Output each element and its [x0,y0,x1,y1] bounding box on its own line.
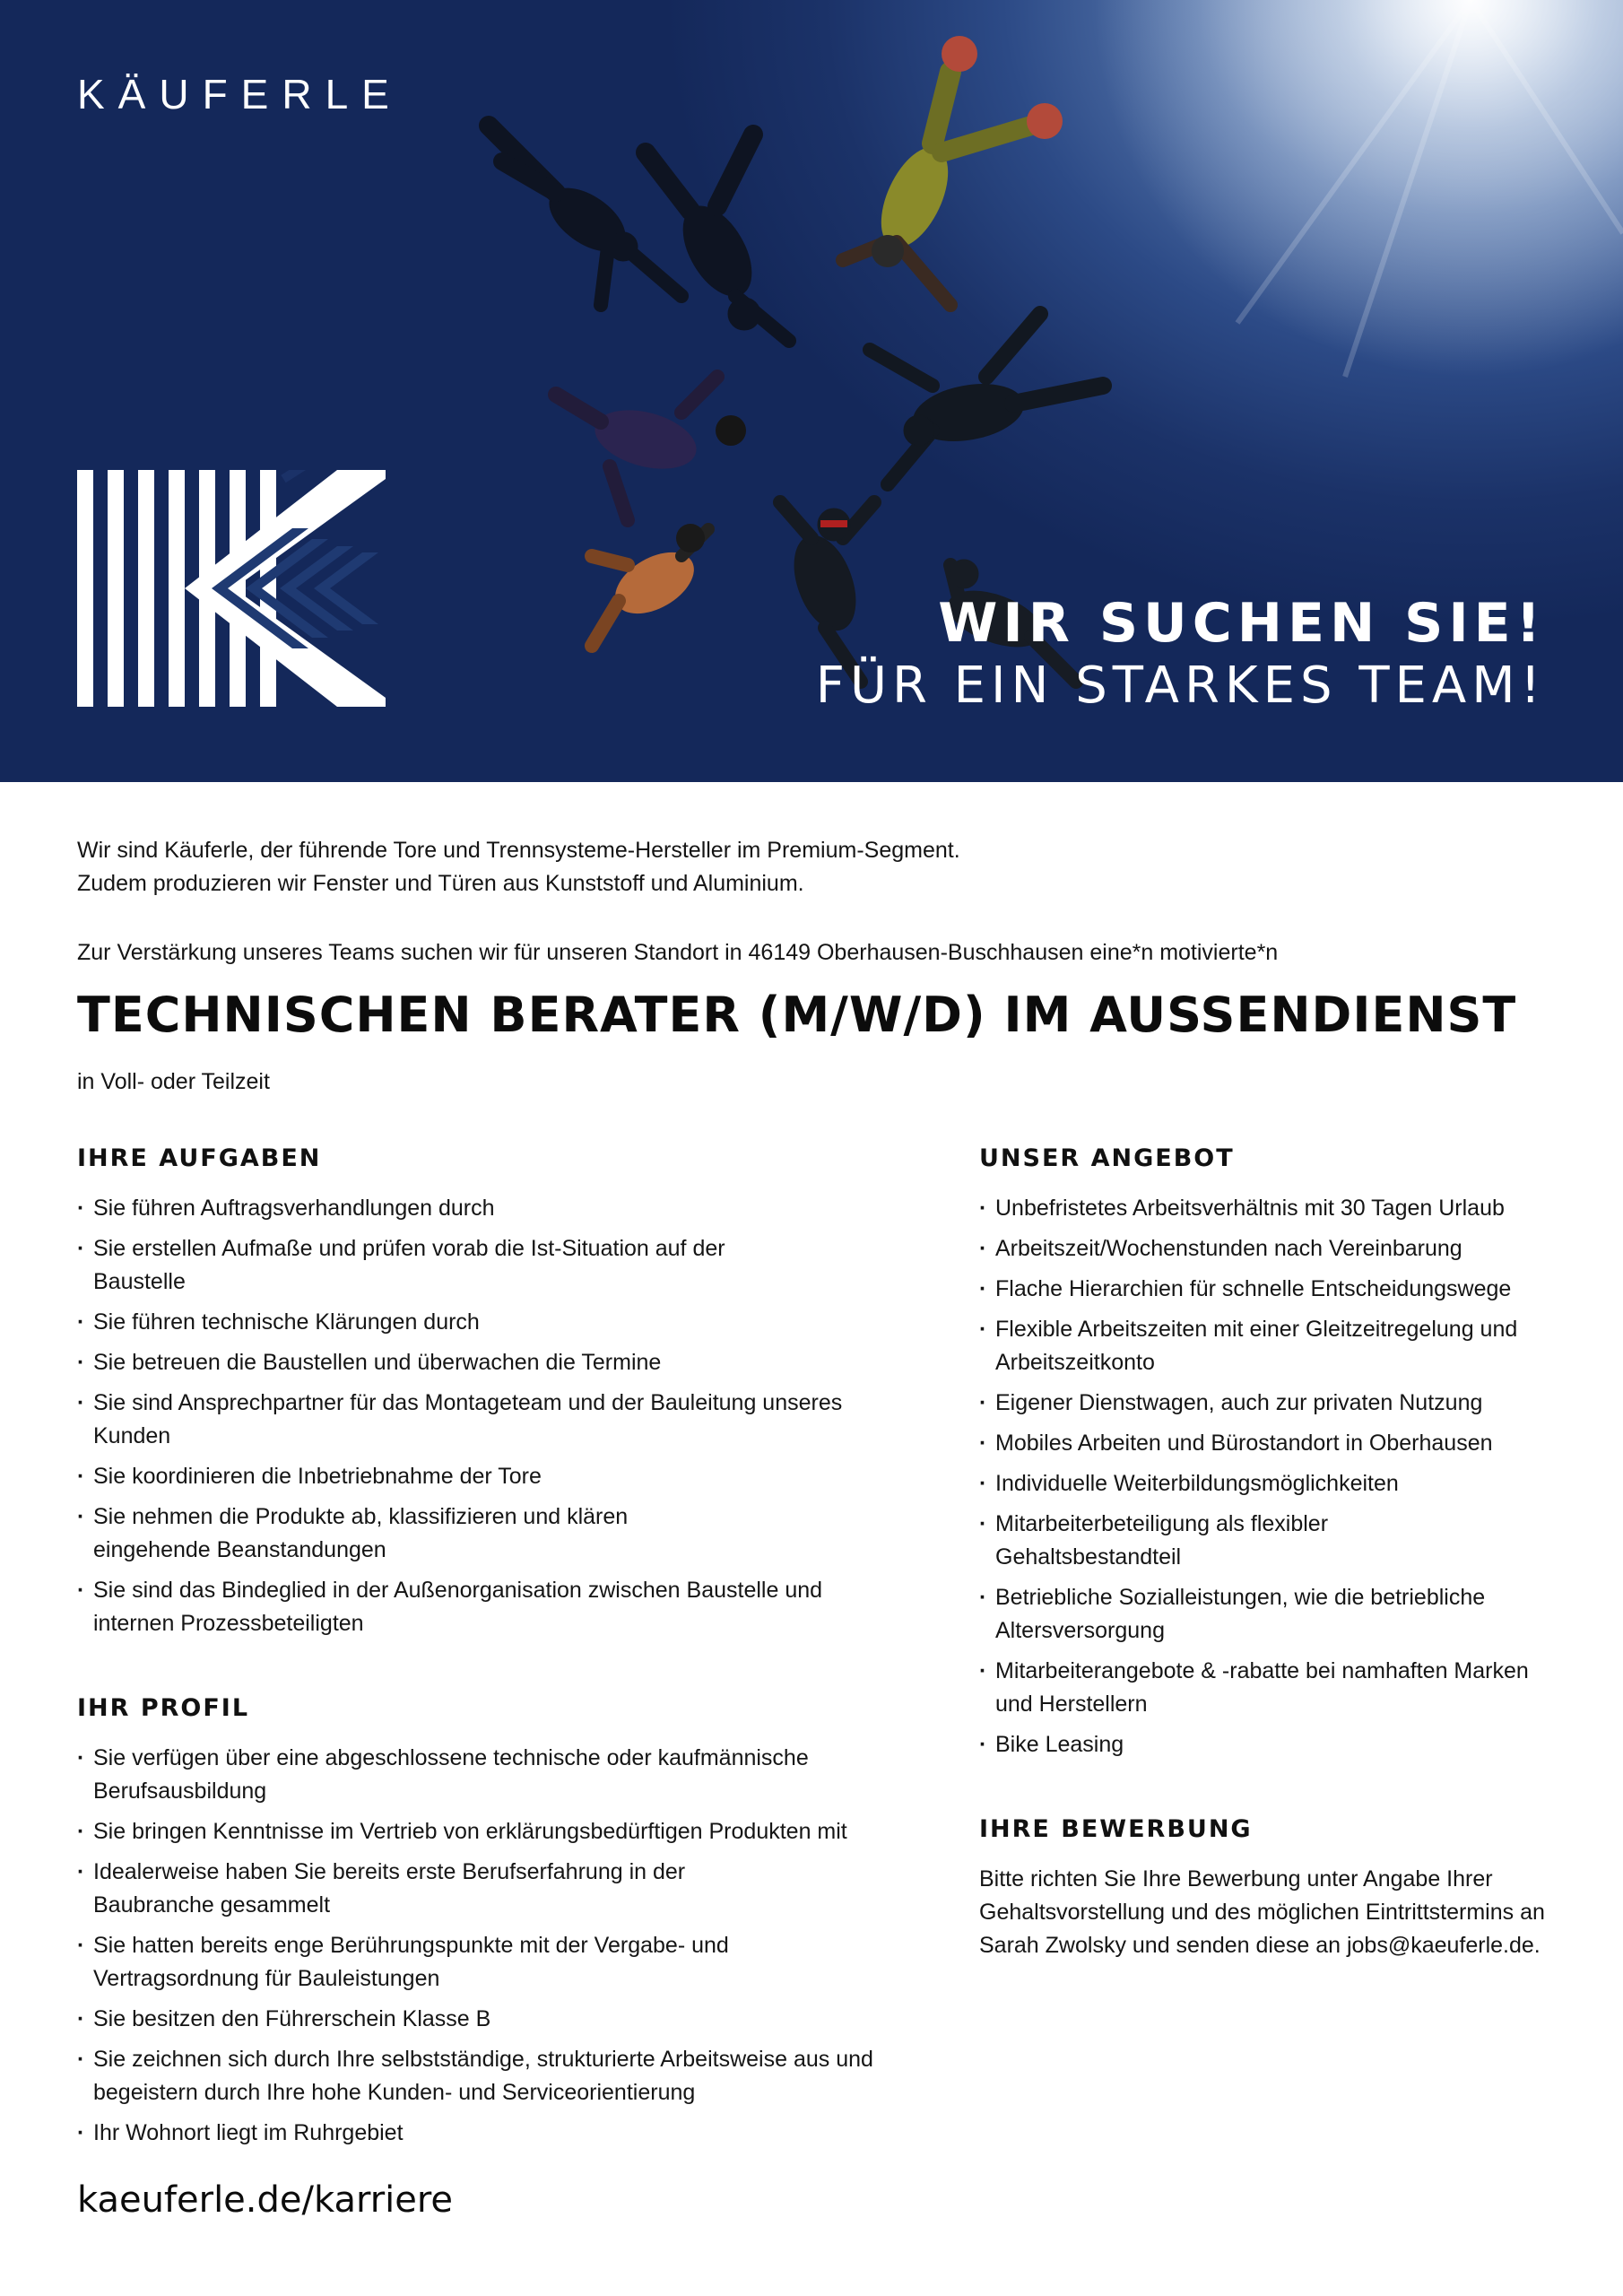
application-section [979,1815,1571,1962]
profile-heading: IHR PROFIL [77,1694,250,1722]
offer-heading: UNSER ANGEBOT [979,1144,1235,1172]
intro-section [77,834,1548,970]
right-column [979,1144,1571,1962]
list-item: · Unbefristetes Arbeitsverhältnis mit 30 Tagen Urlaub [979,1192,1571,1225]
list-item: · Betriebliche Sozialleistungen, wie die betriebliche Altersversorgung [979,1581,1569,1648]
list-item: · Sie verfügen über eine abgeschlossene technische oder kaufmännische Berufsausbildung [77,1742,900,1808]
list-item: · Sie bringen Kenntnisse im Vertrieb von erklärungsbedürftigen Produkten mit [77,1815,954,1848]
list-item: · Sie hatten bereits enge Berührungspunkte mit der Vergabe- und Vertragsordnung für Bauleistungen [77,1929,811,1996]
profile-list [77,1742,938,2150]
job-title: TECHNISCHEN BERATER (M/W/D) IM AUSSENDIENST [77,987,1517,1043]
list-item: · Sie besitzen den Führerschein Klasse B [77,2003,938,2036]
tasks-heading: IHRE AUFGABEN [77,1144,322,1172]
tasks-list [77,1192,938,1640]
offer-list [979,1192,1571,1761]
intro-line-3: Zur Verstärkung unseres Teams suchen wir für unseren Standort in 46149 Oberhausen-Buschhausen eine*n motivierte*n [77,940,1279,965]
list-item: · Arbeitszeit/Wochenstunden nach Vereinbarung [979,1232,1571,1265]
slogan-subline: FÜR EIN STARKES TEAM! [815,657,1546,715]
list-item: · Sie zeichnen sich durch Ihre selbstständige, strukturierte Arbeitsweise aus und begeistern durch Ihre hohe Kunden- und Serviceorientierung [77,2043,909,2109]
list-item: · Idealerweise haben Sie bereits erste Berufserfahrung in der Baubranche gesammelt [77,1856,739,1922]
list-item: · Mobiles Arbeiten und Bürostandort in Oberhausen [979,1427,1571,1460]
list-item: · Flache Hierarchien für schnelle Entscheidungswege [979,1273,1571,1306]
list-item: · Flexible Arbeitszeiten mit einer Gleitzeitregelung und Arbeitszeitkonto [979,1313,1569,1379]
list-item: · Sie sind Ansprechpartner für das Montageteam und der Bauleitung unseres Kunden [77,1387,864,1453]
list-item: · Sie sind das Bindeglied in der Außenorganisation zwischen Baustelle und internen Prozessbeteiligten [77,1574,864,1640]
job-subtitle: in Voll- oder Teilzeit [77,1069,270,1094]
list-item: · Sie koordinieren die Inbetriebnahme der Tore [77,1460,938,1493]
application-text: Bitte richten Sie Ihre Bewerbung unter Angabe Ihrer Gehaltsvorstellung und des möglichen Eintrittstermins an Sarah Zwolsky und senden diese an jobs@kaeuferle.de. [979,1866,1545,1958]
intro-line-1: Wir sind Käuferle, der führende Tore und Trennsysteme-Hersteller im Premium-Segment. [77,838,960,863]
list-item: · Eigener Dienstwagen, auch zur privaten Nutzung [979,1387,1571,1420]
brand-wordmark: KÄUFERLE [77,71,403,117]
hero-banner [0,0,1623,782]
list-item: · Sie nehmen die Produkte ab, klassifizieren und klären eingehende Beanstandungen [77,1500,739,1567]
intro-line-2: Zudem produzieren wir Fenster und Türen aus Kunststoff und Aluminium. [77,871,804,896]
list-item: · Mitarbeiterangebote & -rabatte bei namhaften Marken und Herstellern [979,1655,1533,1721]
list-item: · Ihr Wohnort liegt im Ruhrgebiet [77,2117,938,2150]
list-item: · Individuelle Weiterbildungsmöglichkeiten [979,1467,1571,1500]
left-column [77,1144,938,2157]
list-item: · Sie führen technische Klärungen durch [77,1306,938,1339]
list-item: · Sie erstellen Aufmaße und prüfen vorab die Ist-Situation auf der Baustelle [77,1232,739,1299]
careers-link[interactable]: kaeuferle.de/karriere [77,2179,454,2221]
list-item: · Bike Leasing [979,1728,1571,1761]
list-item: · Sie betreuen die Baustellen und überwachen die Termine [77,1346,938,1379]
application-heading: IHRE BEWERBUNG [979,1815,1253,1843]
slogan-headline: WIR SUCHEN SIE! [938,592,1546,655]
list-item: · Sie führen Auftragsverhandlungen durch [77,1192,938,1225]
list-item: · Mitarbeiterbeteiligung als flexibler Gehaltsbestandteil [979,1508,1444,1574]
kaeuferle-k-logo-icon [77,470,386,707]
